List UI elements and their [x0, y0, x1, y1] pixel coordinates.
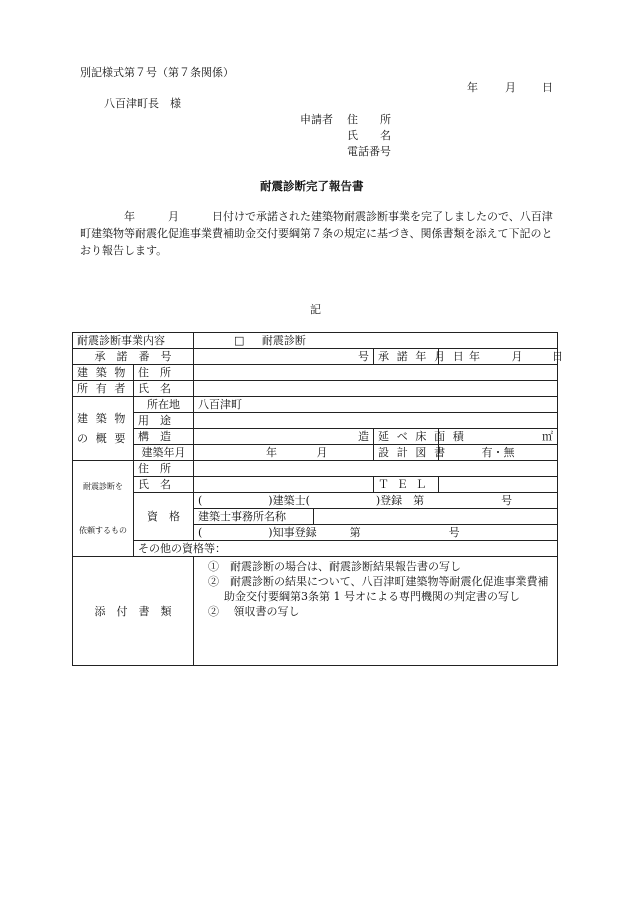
month-label: 月 [511, 350, 523, 363]
requester-label-1: 耐震診断を [83, 481, 123, 491]
form-reference: 別記様式第７号（第７条関係） [80, 66, 234, 79]
attachment-item: ② 領収書の写し [208, 605, 300, 618]
approval-date-field[interactable] [439, 349, 563, 365]
owner-name-field[interactable] [194, 381, 558, 397]
table-row [73, 461, 558, 477]
approval-date-label: 承諾年月日 [374, 349, 439, 365]
go-suffix: 号 [358, 350, 369, 363]
owner-label-bottom: 所有者 [73, 381, 134, 397]
structure-label: 構 造 [134, 429, 194, 445]
table-row [73, 413, 558, 429]
day-label: 日 [552, 350, 563, 363]
ki-heading: 記 [310, 303, 321, 316]
month-label: 月 [316, 446, 328, 459]
requester-label [73, 461, 134, 557]
owner-name-label: 氏 名 [134, 381, 194, 397]
attachment-item: ② 耐震診断の結果について、八百津町建築物等耐震化促進事業費補助金交付要綱第3条第 1 号オによる専門機関の判定書の写し [208, 575, 549, 603]
applicant-label: 申請者 [300, 113, 333, 126]
build-year-field[interactable] [194, 445, 374, 461]
tel-field[interactable] [439, 477, 558, 493]
table-row [73, 557, 558, 666]
work-content-cell [194, 333, 558, 349]
use-label: 用 途 [134, 413, 194, 429]
approval-number-field[interactable] [194, 349, 374, 365]
office-name-label: 建築士事務所名称 [194, 509, 314, 525]
requester-name-field[interactable] [194, 477, 374, 493]
building-summary-label-2: の概要 [77, 431, 134, 445]
applicant-phone-label: 電話番号 [347, 145, 391, 158]
build-year-label: 建築年月 [134, 445, 194, 461]
applicant-name-label: 氏 名 [347, 129, 391, 142]
table-row [73, 349, 558, 365]
building-summary-label [73, 397, 134, 461]
building-summary-label-1: 建築物 [77, 411, 134, 425]
architect-registration-line[interactable]: ( )建築士( )登録 第 号 [194, 493, 558, 509]
table-row [73, 541, 558, 557]
year-label: 年 [266, 446, 277, 459]
owner-address-label: 住 所 [134, 365, 194, 381]
tel-label: ＴＥＬ [374, 477, 439, 493]
table-row [73, 493, 558, 509]
body-paragraph: 年 月 日付けで承諾された建築物耐震診断事業を完了しましたので、八百津町建築物等耐震化促進事業費補助金交付要綱第７条の規定に基づき、関係書類を添えて下記のとおり報告します。 [80, 210, 553, 257]
requester-name-label: 氏 名 [134, 477, 194, 493]
table-row [73, 477, 558, 493]
requester-address-label: 住 所 [134, 461, 194, 477]
structure-field[interactable] [194, 429, 374, 445]
date-day-label: 日 [542, 81, 553, 94]
table-row [73, 397, 558, 413]
applicant-address-label: 住 所 [347, 113, 391, 126]
work-content-label: 耐震診断事業内容 [73, 333, 194, 349]
requester-address-field[interactable] [194, 461, 558, 477]
attachments-label: 添 付 書 類 [73, 557, 194, 666]
location-label: 所在地 [134, 397, 194, 413]
report-form-table [72, 332, 563, 666]
floor-area-unit: ㎡ [542, 430, 554, 443]
approval-number-label: 承 諾 番 号 [73, 349, 194, 365]
design-drawing-label: 設計図書 [374, 445, 439, 461]
attachments-list [194, 557, 558, 666]
office-name-field[interactable] [314, 509, 558, 525]
structure-suffix: 造 [358, 430, 369, 443]
other-qualification-field[interactable]: その他の資格等： [134, 541, 558, 557]
checkbox-icon[interactable]: □ [234, 334, 245, 347]
location-field[interactable]: 八百津町 [194, 397, 558, 413]
work-content-value: 耐震診断 [261, 334, 306, 347]
date-month-label: 月 [505, 81, 516, 94]
requester-label-2: 依頼するもの [79, 525, 127, 535]
owner-address-field[interactable] [194, 365, 558, 381]
table-row [73, 429, 558, 445]
table-row [73, 365, 558, 381]
table-row [73, 333, 558, 349]
governor-registration-line[interactable]: ( )知事登録 第 号 [194, 525, 558, 541]
table-row [73, 445, 558, 461]
year-label: 年 [469, 350, 480, 363]
design-drawing-field[interactable]: 有・無 [439, 445, 558, 461]
owner-label-top: 建築物 [73, 365, 134, 381]
document-title: 耐震診断完了報告書 [260, 179, 364, 193]
date-year-label: 年 [467, 81, 478, 94]
floor-area-label: 延ベ床面積 [374, 429, 439, 445]
use-field[interactable] [194, 413, 558, 429]
qualification-label: 資 格 [134, 493, 194, 541]
addressee: 八百津町長 様 [104, 97, 181, 110]
table-row [73, 381, 558, 397]
attachment-item: ① 耐震診断の場合は、耐震診断結果報告書の写し [208, 560, 461, 573]
